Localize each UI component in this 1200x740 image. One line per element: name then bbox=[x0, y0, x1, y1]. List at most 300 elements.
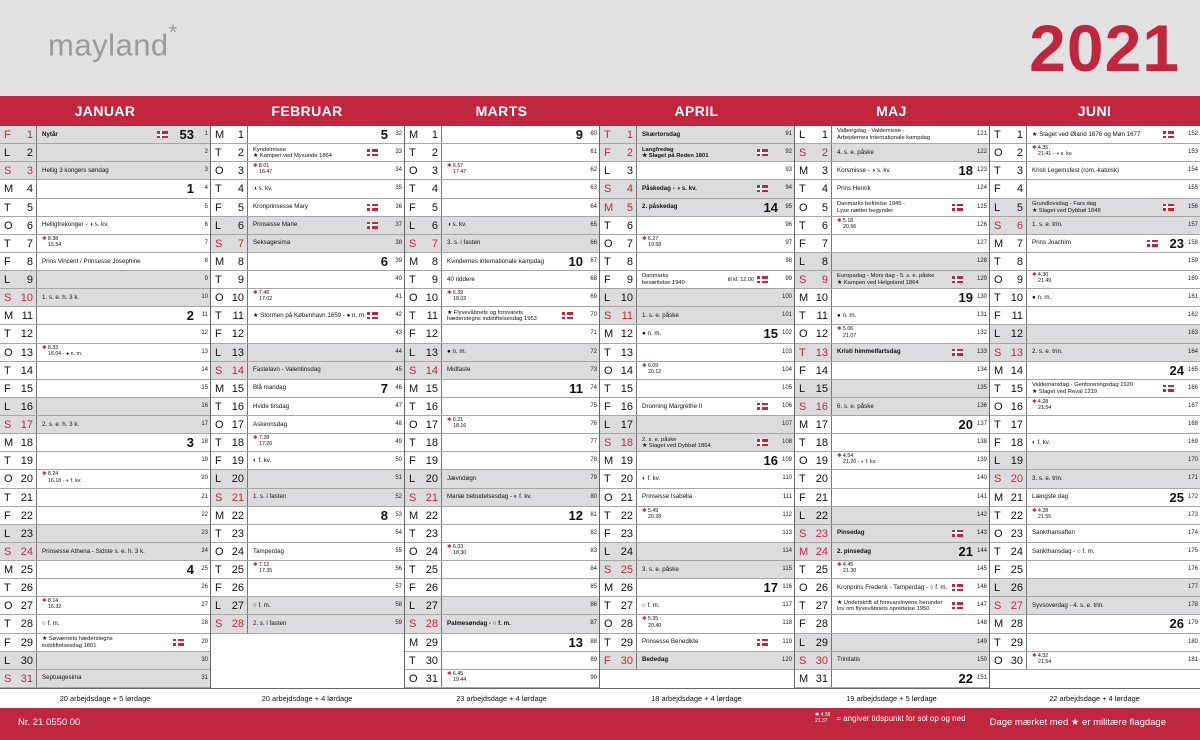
day-separator bbox=[441, 398, 442, 415]
weekday-letter: F bbox=[4, 129, 11, 141]
day-row bbox=[990, 489, 1200, 507]
day-row bbox=[600, 126, 794, 144]
sunrise-time: 6.45 bbox=[452, 670, 464, 677]
weekday-letter: L bbox=[994, 455, 1001, 468]
day-separator bbox=[36, 398, 37, 415]
day-of-year: 96 bbox=[785, 221, 792, 228]
day-of-year: 180 bbox=[1187, 638, 1198, 645]
day-separator bbox=[36, 217, 37, 234]
danish-flag-icon bbox=[952, 602, 963, 609]
event-text: Skærtorsdag bbox=[642, 130, 681, 138]
day-events bbox=[447, 217, 561, 235]
week-number: 1 bbox=[186, 181, 194, 197]
sunset-time: 16.47 bbox=[259, 169, 273, 176]
day-separator bbox=[441, 199, 442, 216]
day-separator bbox=[831, 344, 832, 361]
day-row bbox=[600, 579, 794, 597]
day-of-year: 27 bbox=[201, 602, 208, 609]
day-of-year: 106 bbox=[781, 402, 792, 409]
weekday-letter: O bbox=[994, 400, 1003, 413]
day-number: 22 bbox=[1010, 509, 1023, 522]
month-column-juni bbox=[989, 96, 1200, 708]
day-events bbox=[642, 561, 756, 579]
day-row bbox=[990, 561, 1200, 579]
event-text: Askeonsdag bbox=[253, 420, 288, 428]
event-text: Pinsedag bbox=[837, 529, 865, 537]
day-of-year: 65 bbox=[590, 221, 597, 228]
day-number: 25 bbox=[620, 564, 633, 576]
day-number: 22 bbox=[231, 509, 244, 522]
day-number: 31 bbox=[20, 672, 33, 685]
day-separator bbox=[636, 362, 637, 379]
weekday-letter: T bbox=[215, 564, 222, 576]
weekday-letter: O bbox=[799, 201, 808, 214]
day-row bbox=[795, 597, 989, 615]
weekday-letter: O bbox=[409, 545, 418, 558]
day-number: 15 bbox=[231, 382, 244, 395]
sunset-time: 20.12 bbox=[648, 368, 662, 375]
day-separator bbox=[441, 561, 442, 578]
day-number: 15 bbox=[425, 382, 438, 395]
weekday-letter: O bbox=[994, 274, 1003, 286]
day-separator bbox=[247, 162, 248, 179]
event-text: indstiftelsesdag 1801 bbox=[42, 642, 97, 649]
day-events bbox=[42, 289, 172, 307]
day-separator bbox=[831, 543, 832, 560]
day-row bbox=[0, 199, 210, 217]
day-events bbox=[253, 144, 366, 162]
sun-icon: ✱ bbox=[42, 344, 48, 351]
danish-flag-icon bbox=[952, 204, 963, 211]
day-row bbox=[0, 162, 210, 180]
day-of-year: 70 bbox=[590, 312, 597, 319]
event-text: Prinsesse Isabella bbox=[642, 493, 693, 501]
sunrise-time: 4.28 bbox=[1037, 507, 1049, 514]
sunrise-time: 8.33 bbox=[47, 344, 59, 351]
day-of-year: 152 bbox=[1187, 131, 1198, 137]
weekday-letter: T bbox=[215, 437, 222, 450]
day-row bbox=[211, 162, 404, 180]
day-separator bbox=[636, 253, 637, 270]
day-of-year: 159 bbox=[1187, 257, 1198, 264]
day-of-year: 163 bbox=[1187, 330, 1198, 337]
day-number: 2 bbox=[821, 147, 828, 160]
day-row bbox=[990, 597, 1200, 615]
event-text: Bededag bbox=[642, 656, 669, 664]
day-of-year: 57 bbox=[395, 584, 402, 591]
event-text: 1. s. e. påske bbox=[642, 311, 679, 319]
sunset-time: 20.40 bbox=[648, 622, 662, 629]
month-name: FEBRUAR bbox=[210, 96, 404, 126]
weekday-letter: M bbox=[994, 618, 1004, 631]
weekday-letter: M bbox=[215, 129, 225, 141]
months-grid bbox=[0, 96, 1200, 708]
day-separator bbox=[636, 634, 637, 651]
event-text: Prins Vincent / Prinsesse Josephine bbox=[42, 257, 141, 265]
day-row bbox=[0, 470, 210, 488]
day-separator bbox=[831, 162, 832, 179]
day-row bbox=[211, 525, 404, 543]
month-column-februar bbox=[210, 96, 404, 708]
weekday-letter: T bbox=[4, 618, 11, 631]
day-row bbox=[795, 561, 989, 579]
day-separator bbox=[247, 144, 248, 161]
weekday-letter: S bbox=[799, 400, 807, 413]
day-of-year: 85 bbox=[590, 584, 597, 591]
day-number: 21 bbox=[620, 491, 633, 504]
day-number: 17 bbox=[815, 419, 828, 431]
weekday-letter: L bbox=[409, 219, 416, 232]
day-row bbox=[0, 380, 210, 398]
day-events bbox=[837, 525, 951, 543]
day-row bbox=[0, 652, 210, 670]
weekday-letter: F bbox=[604, 147, 611, 160]
day-row bbox=[795, 452, 989, 470]
day-row bbox=[405, 579, 599, 597]
day-separator bbox=[441, 217, 442, 234]
day-events bbox=[42, 162, 172, 180]
month-summary: 20 arbejdsdage + 4 lørdage bbox=[210, 688, 404, 708]
sun-times bbox=[1032, 145, 1073, 157]
event-text: ◐ f. kv. bbox=[642, 475, 661, 483]
day-number: 1 bbox=[821, 129, 828, 141]
day-separator bbox=[1026, 634, 1027, 651]
weekday-letter: T bbox=[799, 183, 806, 196]
day-row bbox=[795, 525, 989, 543]
day-of-year: 97 bbox=[785, 239, 792, 246]
weekday-letter: S bbox=[604, 437, 612, 450]
sun-times bbox=[447, 417, 466, 429]
day-number: 31 bbox=[425, 672, 438, 685]
sunset-time: 17.35 bbox=[259, 568, 273, 575]
day-number: 20 bbox=[20, 473, 33, 486]
day-separator bbox=[247, 525, 248, 542]
weekday-letter: F bbox=[604, 274, 611, 286]
day-number: 5 bbox=[26, 201, 33, 214]
day-number: 7 bbox=[26, 237, 33, 250]
event-text: ★ Slaget ved Dybbøl 1864 bbox=[642, 443, 711, 450]
weekday-letter: S bbox=[4, 292, 12, 305]
day-of-year: 47 bbox=[395, 402, 402, 409]
day-number: 7 bbox=[431, 237, 438, 250]
week-number: 11 bbox=[569, 380, 583, 396]
day-events bbox=[253, 180, 366, 198]
sunset-time: 18.30 bbox=[453, 550, 467, 557]
day-separator bbox=[441, 652, 442, 669]
danish-flag-icon bbox=[367, 149, 378, 156]
day-number: 8 bbox=[431, 255, 438, 268]
weekday-letter: F bbox=[215, 582, 222, 595]
day-row bbox=[600, 344, 794, 362]
day-of-year: 28 bbox=[201, 620, 208, 627]
weekday-letter: T bbox=[994, 419, 1001, 431]
day-of-year: 58 bbox=[395, 602, 402, 609]
danish-flag-icon bbox=[367, 222, 378, 229]
day-of-year: 131 bbox=[976, 312, 987, 319]
day-number: 11 bbox=[621, 310, 633, 323]
day-row bbox=[600, 597, 794, 615]
day-number: 17 bbox=[425, 419, 438, 431]
day-row bbox=[795, 217, 989, 235]
weekday-letter: M bbox=[604, 328, 614, 341]
sunset-time: 21.07 bbox=[843, 332, 857, 339]
day-row bbox=[795, 144, 989, 162]
day-of-year: 87 bbox=[590, 620, 597, 627]
day-of-year: 14 bbox=[201, 366, 208, 373]
sun-times bbox=[42, 598, 61, 610]
event-text: Lyse nætter begynder bbox=[837, 207, 894, 214]
day-separator bbox=[441, 126, 442, 143]
day-separator bbox=[247, 452, 248, 469]
product-number: Nr. 21 0550 00 bbox=[18, 717, 81, 728]
event-text: Fastelavn - Valentinsdag bbox=[253, 366, 321, 374]
day-events bbox=[447, 489, 561, 507]
weekday-letter: F bbox=[409, 328, 416, 341]
day-separator bbox=[831, 507, 832, 524]
day-of-year: 123 bbox=[976, 167, 987, 174]
day-of-year: 118 bbox=[782, 620, 792, 627]
day-row bbox=[405, 144, 599, 162]
day-separator bbox=[636, 162, 637, 179]
weekday-letter: L bbox=[604, 545, 611, 558]
day-of-year: 8 bbox=[204, 257, 208, 264]
weekday-letter: T bbox=[604, 346, 611, 359]
weekday-letter: M bbox=[409, 129, 419, 141]
event-text: ◑ s. kv. bbox=[253, 185, 273, 193]
day-of-year: 100 bbox=[781, 294, 792, 301]
day-row bbox=[795, 180, 989, 198]
sun-icon: ✱ bbox=[447, 163, 453, 170]
day-number: 15 bbox=[20, 382, 33, 395]
day-of-year: 23 bbox=[201, 529, 208, 536]
day-separator bbox=[441, 307, 442, 324]
weekday-letter: S bbox=[409, 618, 417, 631]
event-text: Kronprins Frederik - Tamperdag - ○ f. m. bbox=[837, 583, 948, 591]
weekday-letter: T bbox=[4, 201, 11, 214]
day-number: 23 bbox=[231, 527, 244, 540]
event-text: ○ f. m. bbox=[642, 601, 660, 609]
event-text: Syvsoverdag - 4. s. e. trin. bbox=[1032, 601, 1104, 609]
day-number: 13 bbox=[620, 346, 633, 359]
day-row bbox=[405, 652, 599, 670]
event-text: Jævndøgn bbox=[447, 475, 477, 483]
day-separator bbox=[36, 144, 37, 161]
day-events bbox=[837, 271, 951, 289]
day-of-year: 88 bbox=[590, 638, 597, 645]
event-text: ○ f. m. bbox=[253, 601, 271, 609]
day-number: 27 bbox=[425, 600, 438, 613]
day-of-year: 110 bbox=[782, 475, 792, 482]
day-separator bbox=[247, 615, 248, 632]
day-number: 6 bbox=[821, 219, 828, 232]
month-days bbox=[794, 126, 989, 688]
weekday-letter: M bbox=[994, 364, 1004, 377]
day-row bbox=[211, 126, 404, 144]
day-row bbox=[405, 307, 599, 325]
sun-times bbox=[837, 453, 876, 465]
day-of-year: 130 bbox=[976, 294, 987, 301]
sun-times bbox=[253, 435, 272, 447]
day-of-year: 170 bbox=[1187, 457, 1198, 464]
day-of-year: 114 bbox=[782, 547, 792, 554]
event-text: Helligtrekonger - ◑ s. kv. bbox=[42, 221, 109, 229]
weekday-letter: T bbox=[994, 382, 1001, 395]
sun-icon: ✱ bbox=[1032, 145, 1038, 152]
day-separator bbox=[636, 344, 637, 361]
day-row bbox=[600, 325, 794, 343]
sunrise-time: 4.28 bbox=[1037, 398, 1049, 405]
day-of-year: 145 bbox=[976, 566, 987, 572]
day-row bbox=[0, 597, 210, 615]
day-row bbox=[795, 344, 989, 362]
week-number: 20 bbox=[958, 417, 973, 432]
weekday-letter: M bbox=[4, 437, 14, 450]
day-row bbox=[0, 271, 210, 289]
day-separator bbox=[1026, 561, 1027, 578]
day-events bbox=[42, 253, 172, 271]
day-of-year: 25 bbox=[201, 566, 208, 572]
day-number: 9 bbox=[821, 274, 828, 286]
weekday-letter: M bbox=[604, 582, 614, 595]
day-row bbox=[405, 416, 599, 434]
day-number: 26 bbox=[20, 582, 33, 595]
day-separator bbox=[1026, 253, 1027, 270]
event-text: Septuagesima bbox=[42, 674, 82, 682]
day-number: 17 bbox=[20, 419, 33, 431]
event-text: Påskedag - ◑ s. kv. bbox=[642, 185, 697, 193]
day-of-year: 129 bbox=[976, 276, 987, 282]
day-of-year: 164 bbox=[1187, 348, 1198, 355]
danish-flag-icon bbox=[757, 639, 768, 646]
day-number: 28 bbox=[620, 618, 633, 631]
weekday-letter: O bbox=[409, 165, 418, 178]
day-of-year: 126 bbox=[976, 221, 987, 228]
day-row bbox=[600, 452, 794, 470]
day-of-year: 148 bbox=[976, 620, 987, 627]
day-of-year: 138 bbox=[976, 439, 987, 446]
event-text: Midfaste bbox=[447, 366, 471, 374]
day-number: 19 bbox=[20, 455, 33, 468]
day-number: 14 bbox=[231, 364, 244, 377]
sun-icon: ✱ bbox=[1032, 652, 1038, 659]
day-separator bbox=[36, 235, 37, 252]
day-separator bbox=[636, 325, 637, 342]
day-row bbox=[795, 416, 989, 434]
day-number: 24 bbox=[815, 545, 828, 558]
day-separator bbox=[1026, 199, 1027, 216]
day-number: 3 bbox=[821, 165, 828, 178]
day-separator bbox=[441, 416, 442, 433]
day-of-year: 178 bbox=[1187, 602, 1198, 609]
day-of-year: 136 bbox=[976, 402, 987, 409]
day-number: 7 bbox=[626, 237, 633, 250]
sunset-time: 20.56 bbox=[843, 223, 857, 230]
day-events bbox=[1032, 162, 1162, 180]
day-number: 19 bbox=[231, 455, 244, 468]
day-row bbox=[600, 180, 794, 198]
weekday-letter: S bbox=[4, 672, 12, 685]
day-of-year: 60 bbox=[590, 131, 597, 137]
day-of-year: 15 bbox=[201, 384, 208, 391]
day-number: 28 bbox=[1010, 618, 1023, 631]
sunset-time: 17.20 bbox=[259, 441, 273, 448]
sun-times bbox=[447, 290, 466, 302]
day-number: 1 bbox=[1016, 129, 1023, 141]
day-separator bbox=[36, 344, 37, 361]
sun-icon: ✱ bbox=[642, 362, 648, 369]
day-row bbox=[0, 543, 210, 561]
day-number: 23 bbox=[620, 527, 633, 540]
day-events bbox=[837, 180, 951, 198]
day-events bbox=[837, 199, 951, 217]
day-row bbox=[600, 525, 794, 543]
day-events bbox=[642, 489, 756, 507]
day-number: 20 bbox=[815, 473, 828, 486]
day-number: 14 bbox=[20, 364, 33, 377]
day-row bbox=[990, 434, 1200, 452]
day-separator bbox=[636, 289, 637, 306]
day-number: 9 bbox=[626, 274, 633, 286]
day-of-year: 91 bbox=[785, 131, 792, 137]
day-events bbox=[837, 344, 951, 362]
day-row bbox=[0, 434, 210, 452]
sunrise-time: 5.18 bbox=[842, 217, 854, 224]
day-of-year: 132 bbox=[976, 330, 987, 337]
weekday-letter: T bbox=[215, 274, 222, 286]
day-row bbox=[795, 199, 989, 217]
day-of-year: 92 bbox=[785, 149, 792, 156]
sun-times bbox=[447, 163, 466, 175]
day-events bbox=[642, 325, 756, 343]
day-events bbox=[837, 307, 951, 325]
day-separator bbox=[1026, 579, 1027, 596]
day-number: 15 bbox=[1010, 382, 1023, 395]
day-row bbox=[405, 543, 599, 561]
danish-flag-icon bbox=[757, 149, 768, 156]
weekday-letter: O bbox=[4, 219, 13, 232]
weekday-letter: L bbox=[604, 419, 611, 431]
day-separator bbox=[831, 235, 832, 252]
event-text: Arbejdernes internationale kampdag bbox=[837, 135, 931, 141]
day-separator bbox=[36, 434, 37, 451]
day-of-year: 139 bbox=[976, 457, 987, 464]
day-row bbox=[990, 398, 1200, 416]
day-separator bbox=[441, 289, 442, 306]
day-number: 14 bbox=[425, 364, 438, 377]
day-of-year: 162 bbox=[1187, 312, 1198, 319]
day-of-year: 102 bbox=[781, 330, 792, 337]
weekday-letter: L bbox=[799, 129, 806, 141]
day-row bbox=[405, 199, 599, 217]
day-of-year: 40 bbox=[395, 276, 402, 282]
day-separator bbox=[247, 289, 248, 306]
day-of-year: 42 bbox=[395, 312, 402, 319]
day-separator bbox=[636, 543, 637, 560]
day-number: 18 bbox=[425, 437, 438, 450]
weekday-letter: S bbox=[994, 600, 1002, 613]
sun-times bbox=[42, 236, 61, 248]
day-separator bbox=[36, 489, 37, 506]
day-separator bbox=[1026, 217, 1027, 234]
day-number: 16 bbox=[425, 400, 438, 413]
day-separator bbox=[636, 652, 637, 669]
weekday-letter: T bbox=[799, 437, 806, 450]
day-of-year: 98 bbox=[785, 257, 792, 264]
day-of-year: 154 bbox=[1187, 167, 1198, 174]
event-text: Valborgdag - Valdemisse - bbox=[837, 128, 905, 135]
sun-times bbox=[642, 616, 661, 628]
day-of-year: 94 bbox=[785, 185, 792, 192]
